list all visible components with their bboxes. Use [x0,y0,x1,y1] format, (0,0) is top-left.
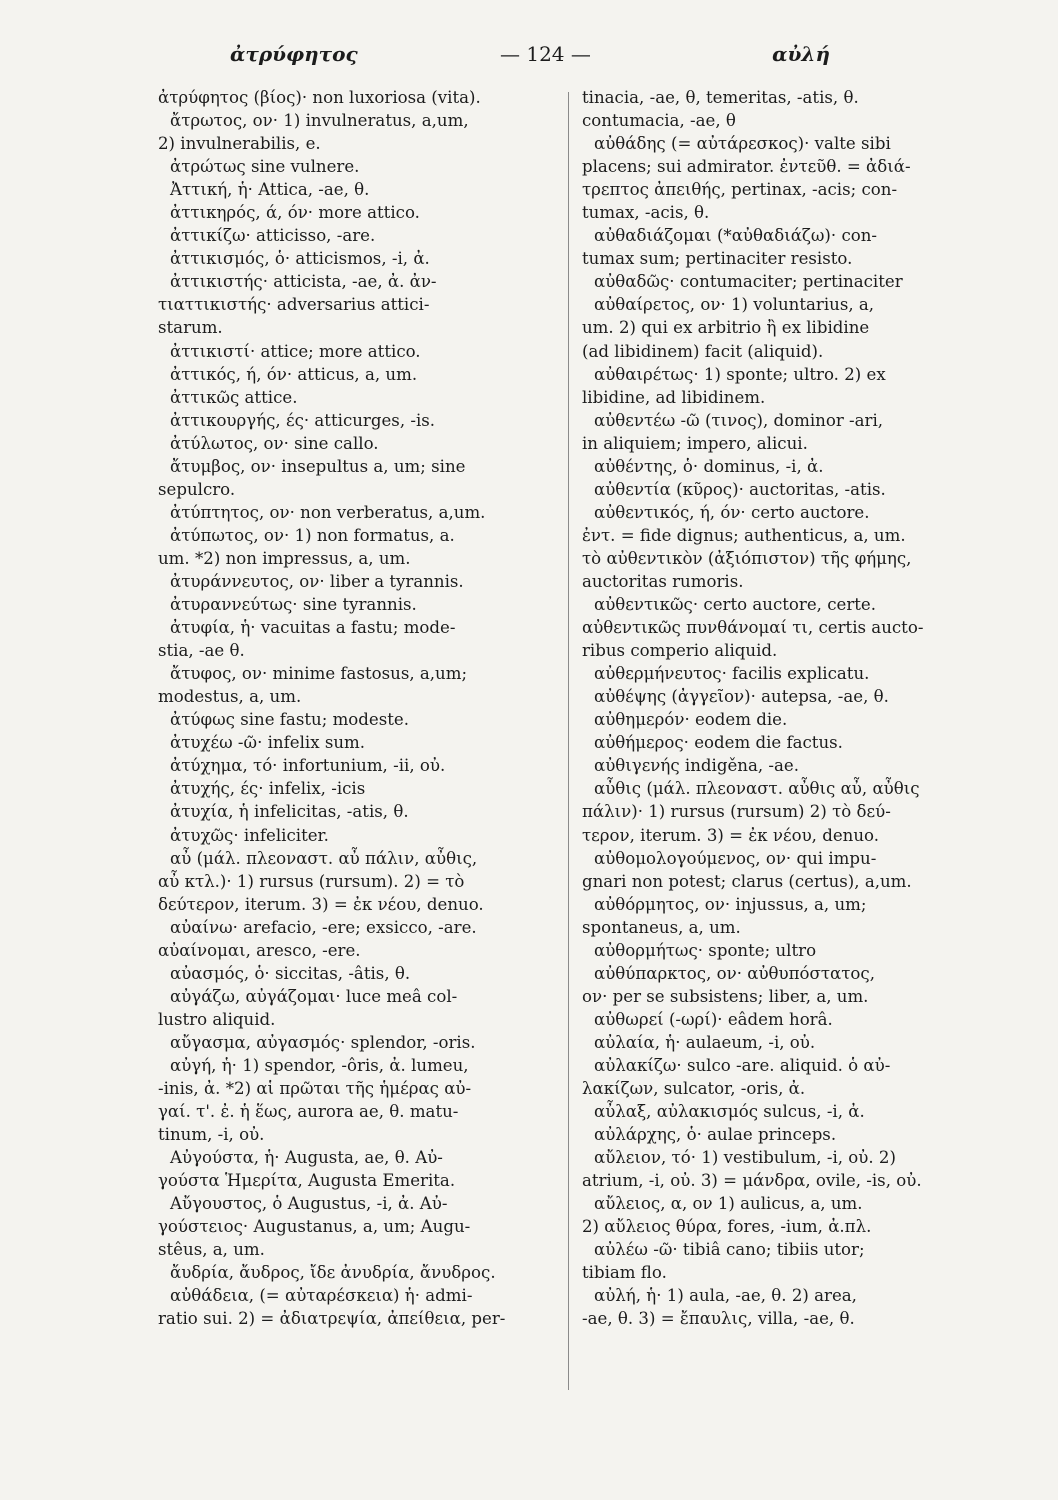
entry-line: ἀτυφία, ἡ· vacuitas a fastu; mode- [170,618,456,638]
entry-line: ἄυδρία, ἄυδρος, ἴδε ἀνυδρία, ἄνυδρος. [170,1263,496,1283]
entry-line: ον· per se subsistens; liber, a, um. [582,986,869,1006]
entry-line: γαί. τ'. ἐ. ἡ ἕως, aurora ae, θ. matu- [158,1102,459,1122]
entry-line: ἀττικουργής, ές· atticurges, -is. [170,410,436,430]
entry-line: αὐγή, ἡ· 1) spendor, -ôris, ἀ. lumeu, [170,1055,469,1075]
entry-line: αὔλειον, τό· 1) vestibulum, -i, οὐ. 2) [594,1148,896,1168]
entry-line: um. *2) non impressus, a, um. [158,548,411,568]
entry-line: αὐθεντικός, ή, όν· certo auctore. [594,502,870,522]
page-number: — 124 — [500,42,591,66]
column-divider [568,92,569,1390]
entry-line: αὐθιγενής indigěna, -ae. [594,756,799,776]
entry-line: ἀττικιστής· atticista, -ae, ἀ. ἀν- [170,272,437,292]
entry-line: γούστα Ἡμερίτα, Augusta Emerita. [158,1171,456,1191]
entry-line: ἀτύπωτος, ον· 1) non formatus, a. [170,525,455,545]
entry-line: αὐλάρχης, ὁ· aulae princeps. [594,1125,837,1145]
entry-line: δεύτερον, iterum. 3) = ἐκ νέου, denuo. [158,894,484,914]
entry-line: αὖ (μάλ. πλεοναστ. αὖ πάλιν, αὖθις, [170,848,478,868]
entry-line: (ad libidinem) facit (aliquid). [582,341,824,361]
entry-line: αὐλέω -ῶ· tibiâ cano; tibiis utor; [594,1240,865,1260]
entry-line: tinum, -i, οὐ. [158,1125,265,1145]
entry-line: αὖ κτλ.)· 1) rursus (rursum). 2) = τὸ [158,871,465,891]
entry-line: αὐθάδης (= αὐτάρεσκος)· valte sibi [594,134,891,154]
entry-line: starum. [158,318,223,338]
left-column [158,86,560,1331]
entry-line: αὐθαδῶς· contumaciter; pertinaciter [594,272,903,292]
entry-line: -ae, θ. 3) = ἔπαυλις, villa, -ae, θ. [582,1309,855,1329]
entry-line: αὐθωρεί (-ωρί)· eâdem horâ. [594,1009,833,1029]
entry-line: ἀτύπτητος, ον· non verberatus, a,um. [170,502,486,522]
entry-line: αὐθορμήτως· sponte; ultro [594,940,817,960]
entry-line: αὐαίνω· arefacio, -ere; exsicco, -are. [170,917,477,937]
entry-line: modestus, a, um. [158,687,302,707]
entry-line: sepulcro. [158,479,236,499]
entry-line: αὐθόρμητος, ον· injussus, a, um; [594,894,867,914]
entry-line: αὐθαίρετος, ον· 1) voluntarius, a, [594,295,875,315]
entry-line: Αὔγουστος, ὁ Augustus, -i, ἀ. Αὐ- [170,1194,448,1214]
entry-line: αὔγασμα, αὐγασμός· splendor, -oris. [170,1032,476,1052]
entry-line: αὐθεντέω -ῶ (τινος), dominor -ari, [594,410,884,430]
entry-line: ἀτύλωτος, ον· sine callo. [170,433,379,453]
entry-line: αὐθέντης, ὁ· dominus, -i, ἀ. [594,456,824,476]
entry-line: gnari non potest; clarus (certus), a,um. [582,871,912,891]
entry-line: tumax sum; pertinaciter resisto. [582,249,853,269]
entry-line: αὐλή, ἡ· 1) aula, -ae, θ. 2) area, [594,1286,857,1306]
entry-line: ἀττικιστί· attice; more attico. [170,341,421,361]
entry-line: ἀττικός, ή, όν· atticus, a, um. [170,364,418,384]
entry-line: ἀτυραννεύτως· sine tyrannis. [170,595,417,615]
entry-line: ἀττικῶς attice. [170,387,298,407]
entry-line: αὐθήμερος· eodem die factus. [594,733,843,753]
header-headword-right: αὐλή [772,42,830,66]
entry-line: ἀτυχέω -ῶ· infelix sum. [170,733,366,753]
entry-line: αὐασμός, ὁ· siccitas, -âtis, θ. [170,963,411,983]
page-header [230,36,830,76]
entry-line: tinacia, -ae, θ, temeritas, -atis, θ. [582,88,859,107]
entry-line: stia, -ae θ. [158,641,245,661]
entry-line: αὐθερμήνευτος· facilis explicatu. [594,664,870,684]
entry-line: ἀττικίζω· atticisso, -are. [170,226,376,246]
entry-line: αὐθεντία (κῦρος)· auctoritas, -atis. [594,479,886,499]
entry-line: ἄτυμβος, ον· insepultus a, um; sine [170,456,466,476]
entry-line: spontaneus, a, um. [582,917,741,937]
entry-line: αὐθεντικῶς· certo auctore, certe. [594,595,877,615]
entry-line: τερον, iterum. 3) = ἐκ νέου, denuo. [582,825,879,845]
entry-line: αὐθαδιάζομαι (*αὐθαδιάζω)· con- [594,226,878,246]
entry-line: lustro aliquid. [158,1009,276,1029]
entry-line: um. 2) qui ex arbitrio ἢ ex libidine [582,318,870,338]
entry-line: αὐλακίζω· sulco -are. aliquid. ὁ αὐ- [594,1055,891,1075]
entry-line: αὐθεντικῶς πυνθάνομαί τι, certis aucto- [582,618,924,638]
header-headword-left: ἀτρύφητος [230,42,358,66]
entry-line: 2) αὔλειος θύρα, fores, -ium, ἀ.πλ. [582,1217,872,1237]
entry-line: ἀττικηρός, ά, όν· more attico. [170,203,420,223]
entry-line: τρεπτος ἀπειθής, pertinax, -acis; con- [582,180,898,200]
entry-line: αὖλαξ, αὐλακισμός sulcus, -i, ἀ. [594,1102,865,1122]
entry-line: ἀττικισμός, ὁ· atticismos, -i, ἀ. [170,249,430,269]
entry-line: auctoritas rumoris. [582,571,744,591]
entry-line: libidine, ad libidinem. [582,387,766,407]
entry-line: αὐθύπαρκτος, ον· αὐθυπόστατος, [594,963,875,983]
entry-line: αὐθέψης (ἀγγεῖον)· autepsa, -ae, θ. [594,687,889,707]
entry-line: -inis, ἀ. *2) αἱ πρῶται τῆς ἡμέρας αὐ- [158,1079,472,1099]
entry-line: ἀτρύφητος (βίος)· non luxoriosa (vita). [158,88,481,107]
entry-line: γούστειος· Augustanus, a, um; Augu- [158,1217,471,1237]
entry-line: tibiam flo. [582,1263,667,1283]
entry-line: Αὐγούστα, ἡ· Augusta, ae, θ. Αὐ- [170,1148,443,1168]
entry-line: ἀτρώτως sine vulnere. [170,157,360,177]
entry-line: αὐθάδεια, (= αὐταρέσκεια) ἡ· admi- [170,1286,473,1306]
entry-line: stêus, a, um. [158,1240,265,1260]
entry-line: ἄτρωτος, ον· 1) invulneratus, a,um, [170,111,469,131]
entry-line: αὖθις (μάλ. πλεοναστ. αὖθις αὖ, αὖθις [594,779,920,799]
entry-line: ribus comperio aliquid. [582,641,778,661]
entry-line: ἐντ. = fide dignus; authenticus, a, um. [582,525,906,545]
entry-line: in aliquiem; impero, alicui. [582,433,808,453]
entry-line: λακίζων, sulcator, -oris, ἀ. [582,1079,806,1099]
entry-line: αὐλαία, ἡ· aulaeum, -i, οὐ. [594,1032,816,1052]
entry-line: ἀτυχία, ἡ infelicitas, -atis, θ. [170,802,409,822]
entry-line: ἀτύχημα, τό· infortunium, -ii, οὐ. [170,756,446,776]
entry-line: ratio sui. 2) = ἀδιατρεψία, ἀπείθεια, per- [158,1309,506,1329]
entry-line: ἀτυχῶς· infeliciter. [170,825,329,845]
entry-line: αὐθομολογούμενος, ον· qui impu- [594,848,877,868]
entry-line: ἀτυράννευτος, ον· liber a tyrannis. [170,571,464,591]
entry-line: Ἀττική, ἡ· Attica, -ae, θ. [170,180,370,200]
entry-line: atrium, -i, οὐ. 3) = μάνδρα, ovile, -is, οὐ. [582,1171,922,1191]
entry-line: τὸ αὐθεντικὸν (ἀξιόπιστον) τῆς φήμης, [582,548,912,568]
entry-line: αὔλειος, α, ον 1) aulicus, a, um. [594,1194,863,1214]
entry-line: αὐγάζω, αὐγάζομαι· luce meâ col- [170,986,458,1006]
entry-line: αὐθαιρέτως· 1) sponte; ultro. 2) ex [594,364,886,384]
entry-line: placens; sui admirator. ἐντεῦθ. = ἀδιά- [582,157,911,177]
entry-line: πάλιν)· 1) rursus (rursum) 2) τὸ δεύ- [582,802,891,822]
entry-line: αὐθημερόν· eodem die. [594,710,788,730]
entry-line: contumacia, -ae, θ [582,111,736,131]
right-column [582,86,984,1331]
entry-line: ἀτύφως sine fastu; modeste. [170,710,410,730]
entry-line: αὐαίνομαι, aresco, -ere. [158,940,361,960]
entry-line: ἀτυχής, ές· infelix, -icis [170,779,366,799]
entry-line: tumax, -acis, θ. [582,203,710,223]
entry-line: τιαττικιστής· adversarius attici- [158,295,430,315]
entry-line: ἄτυφος, ον· minime fastosus, a,um; [170,664,468,684]
entry-line: 2) invulnerabilis, e. [158,134,321,154]
